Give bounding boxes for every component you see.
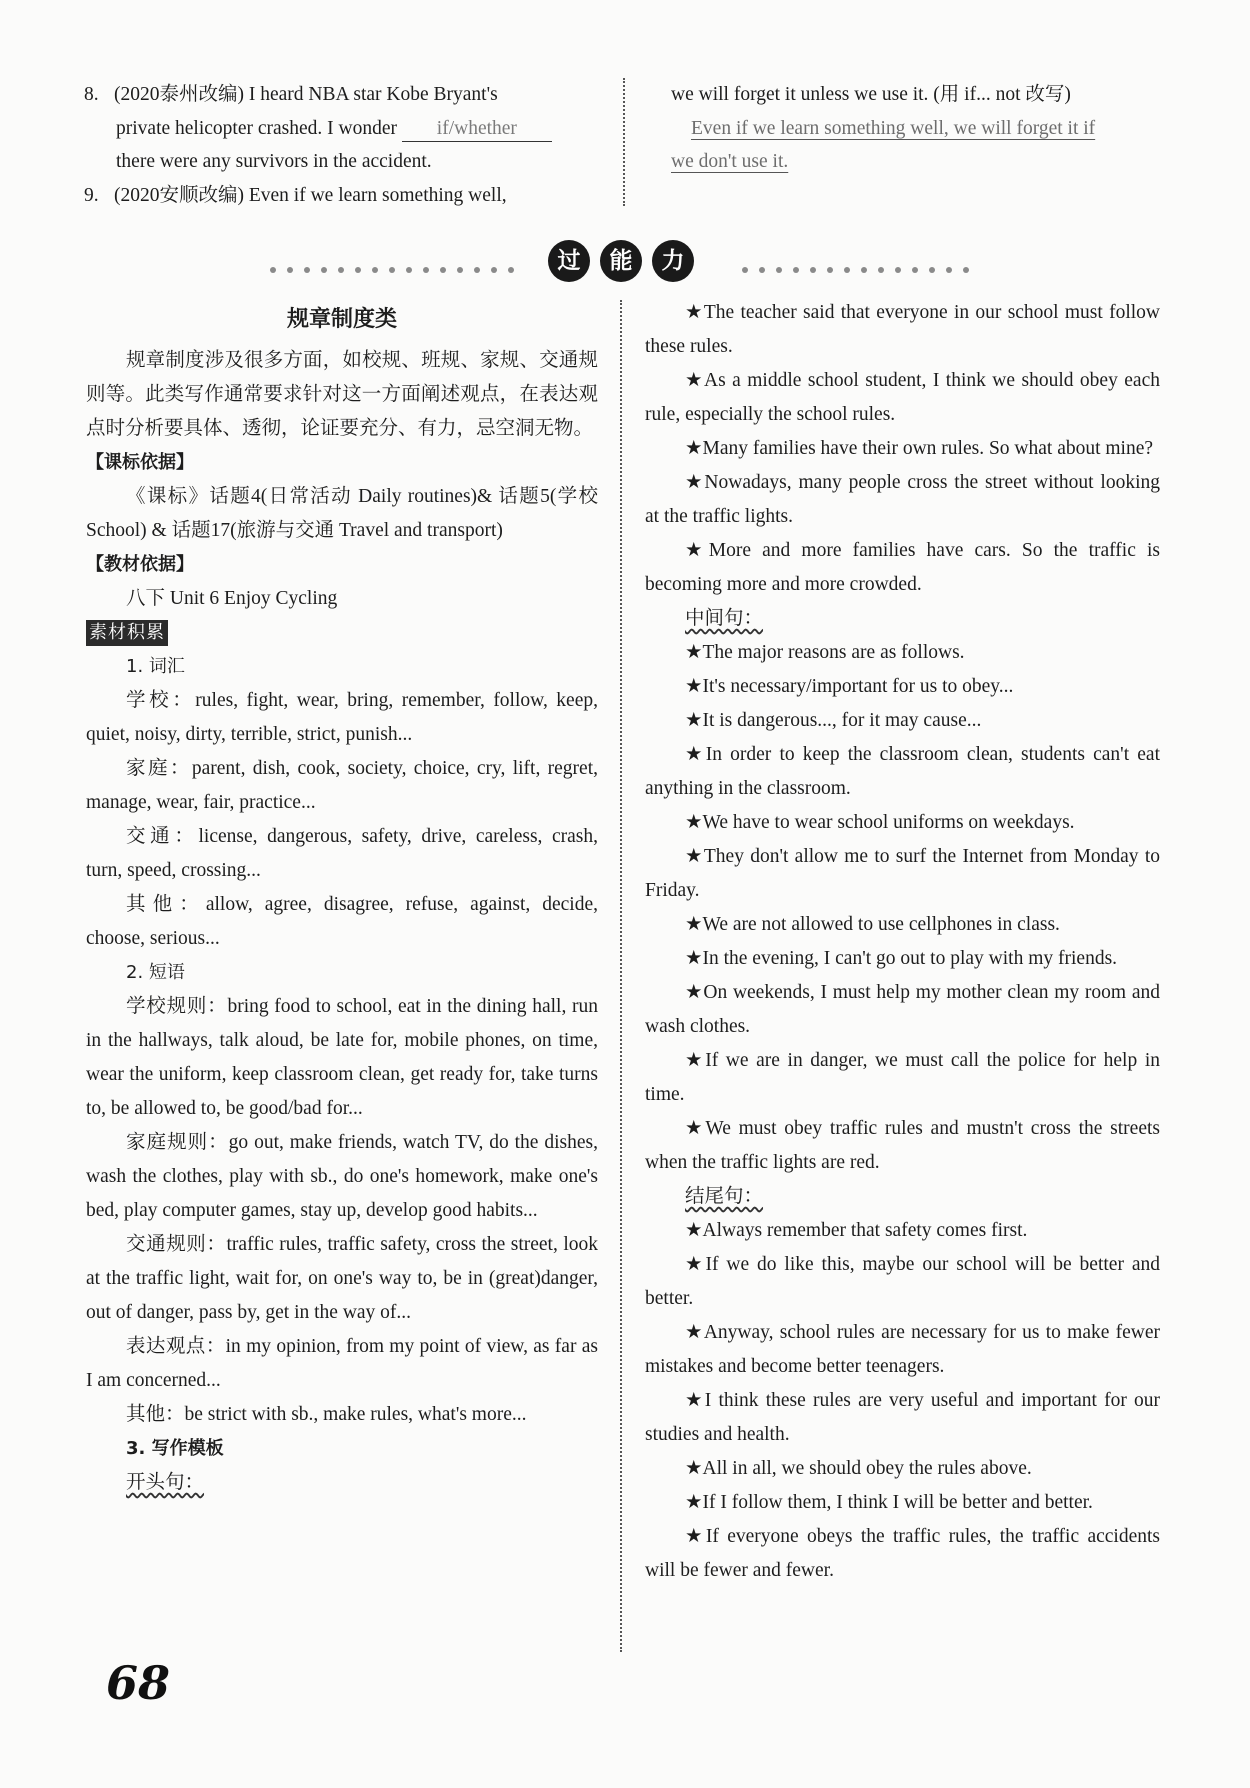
phrase-heading: 2. 短语 [126,962,185,983]
list-item: ★It is dangerous..., for it may cause... [685,710,982,731]
question-8-line-3: there were any survivors in the accident. [116,151,432,172]
question-text: private helicopter crashed. I wonder [116,117,397,139]
question-8 [84,78,604,112]
template-heading: 3. 写作模板 [126,1438,224,1459]
section-title: 规章制度类 [286,307,397,332]
list-item: ★It's necessary/important for us to obey... [685,676,1014,697]
middle-sentences [645,636,1160,1180]
list-item: ★If we are in danger, we must call the police for help in time. [645,1050,1160,1105]
list-item: ★We have to wear school uniforms on weekdays. [685,812,1075,833]
list-item: ★On weekends, I must help my mother clean my room and wash clothes. [645,982,1160,1037]
answer-text: we don't use it. [671,151,789,172]
list-item: ★We must obey traffic rules and mustn't cross the streets when the traffic lights are red. [645,1118,1160,1173]
vocab-heading: 1. 词汇 [126,656,185,677]
list-item: ★If we do like this, maybe our school will be better and better. [645,1254,1160,1309]
left-column [86,300,598,1500]
list-item: ★All in all, we should obey the rules above. [685,1458,1032,1479]
list-item: ★In the evening, I can't go out to play with my friends. [685,948,1118,969]
vocab-traffic: 交通：license, dangerous, safety, drive, careless, crash, turn, speed, crossing... [86,826,598,881]
question-9 [84,179,604,213]
list-item: ★They don't allow me to surf the Internet from Monday to Friday. [645,846,1160,901]
question-number: 8. [84,84,99,105]
list-item: ★The major reasons are as follows. [685,642,965,663]
curriculum-heading: 【课标依据】 [86,452,194,473]
answer-line-1: Even if we learn something well, we will forget it if [691,117,1096,139]
list-item: ★Always remember that safety comes first. [685,1220,1028,1241]
opening-heading: 开头句： [126,1472,205,1493]
list-item: ★We are not allowed to use cellphones in class. [685,914,1060,935]
vocab-other: 其他：allow, agree, disagree, refuse, against, decide, choose, serious... [86,894,598,949]
list-item: ★Nowadays, many people cross the street without looking at the traffic lights. [645,472,1160,527]
vocab-school: 学校：rules, fight, wear, bring, remember, follow, keep, quiet, noisy, dirty, terrible, strict, punish... [86,690,598,745]
right-column [645,296,1160,1588]
middle-heading: 中间句： [685,608,764,629]
ending-heading: 结尾句： [685,1186,764,1207]
phrase-opinion: 表达观点：in my opinion, from my point of view, as far as I am concerned... [86,1336,598,1391]
column-divider [623,78,625,206]
exercise-block-left [84,78,604,212]
dotted-rule-right [742,260,980,266]
curriculum-text: 《课标》话题4(日常活动 Daily routines)& 话题5(学校 School) & 话题17(旅游与交通 Travel and transport) [86,486,598,541]
list-item: ★As a middle school student, I think we should obey each rule, especially the school rules. [645,370,1160,425]
list-item: ★The teacher said that everyone in our school must follow these rules. [645,302,1160,357]
phrase-traffic: 交通规则：traffic rules, traffic safety, cross the street, look at the traffic light, wait for, on one's way to, be in (great)danger, out of danger, pass by, get in the way of... [86,1234,598,1323]
list-item: ★If I follow them, I think I will be better and better. [685,1492,1093,1513]
textbook-text: 八下 Unit 6 Enjoy Cycling [126,588,338,609]
page-number: 68 [106,1656,171,1710]
textbook-heading: 【教材依据】 [86,554,194,575]
phrase-school: 学校规则：bring food to school, eat in the dining hall, run in the hallways, talk aloud, be late for, mobile phones, on time, wear the uniform, keep classroom clean, get ready for, take turns to, be allowed to, be good/bad for... [86,996,598,1119]
phrase-other: 其他：be strict with sb., make rules, what's more... [126,1404,527,1425]
banner-char: 力 [652,240,694,282]
banner-title [548,240,708,284]
dotted-rule-left [270,260,525,266]
question-8-line-2 [84,112,604,146]
intro-paragraph: 规章制度涉及很多方面，如校规、班规、家规、交通规则等。此类写作通常要求针对这一方面阐述观点，在表达观点时分析要具体、透彻，论证要充分、有力，忌空洞无物。 [86,350,598,439]
section-banner [270,240,980,284]
answer-line-2 [671,145,1167,179]
material-tag: 素材积累 [86,620,168,646]
list-item: ★Anyway, school rules are necessary for us to make fewer mistakes and become better teenagers. [645,1322,1160,1377]
column-divider [620,300,622,1652]
list-item: ★More and more families have cars. So the traffic is becoming more and more crowded. [645,540,1160,595]
list-item: ★I think these rules are very useful and important for our studies and health. [645,1390,1160,1445]
answer-blank: if/whether [402,117,552,142]
banner-char: 能 [600,240,642,282]
question-9-line-2: we will forget it unless we use it. (用 if... not 改写) [671,84,1071,105]
opening-sentences [645,296,1160,602]
question-text: (2020安顺改编) Even if we learn something well, [114,184,507,206]
question-number: 9. [84,184,99,206]
list-item: ★Many families have their own rules. So what about mine? [685,438,1154,459]
ending-sentences [645,1214,1160,1588]
phrase-home: 家庭规则：go out, make friends, watch TV, do the dishes, wash the clothes, play with sb., do one's homework, make one's bed, play computer games, stay up, develop good habits... [86,1132,598,1221]
question-text: (2020泰州改编) I heard NBA star Kobe Bryant's [114,84,498,105]
exercise-block-right [671,78,1167,179]
list-item: ★If everyone obeys the traffic rules, the traffic accidents will be fewer and fewer. [645,1526,1160,1581]
list-item: ★In order to keep the classroom clean, students can't eat anything in the classroom. [645,744,1160,799]
banner-char: 过 [548,240,590,282]
vocab-home: 家庭：parent, dish, cook, society, choice, cry, lift, regret, manage, wear, fair, practice... [86,758,598,813]
